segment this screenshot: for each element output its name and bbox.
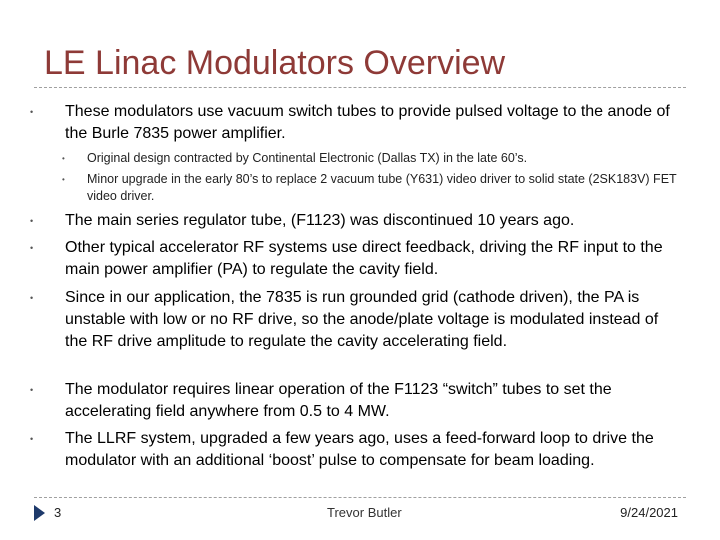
slide-arrow-icon	[34, 505, 45, 521]
bullet-marker: •	[30, 434, 34, 444]
bullet-text: Other typical accelerator RF systems use direct feedback, driving the RF input to the main power amplifier (PA) to regulate the cavity field.	[65, 239, 663, 278]
bullet-text: The main series regulator tube, (F1123) was discontinued 10 years ago.	[65, 212, 575, 229]
bullet-text: The modulator requires linear operation of the F1123 “switch” tubes to set the accelerating field anywhere from 0.5 to 4 MW.	[65, 381, 612, 420]
bullet-marker: •	[62, 154, 65, 163]
bullet-marker: •	[30, 293, 34, 303]
bullet-text: Original design contracted by Continental Electronic (Dallas TX) in the late 60’s.	[87, 151, 528, 165]
footer-divider	[34, 497, 686, 498]
bullet-text: The LLRF system, upgraded a few years ago, uses a feed-forward loop to drive the modulator with an additional ‘boost’ pulse to compensate for beam loading.	[65, 430, 654, 469]
slide-title: LE Linac Modulators Overview	[44, 44, 506, 82]
bullet-text: These modulators use vacuum switch tubes to provide pulsed voltage to the anode of the Burle 7835 power amplifier.	[65, 103, 670, 142]
page-number: 3	[54, 505, 62, 520]
bullet-text: Minor upgrade in the early 80’s to replace 2 vacuum tube (Y631) video driver to solid state (2SK183V) FET video driver.	[87, 172, 677, 203]
bullet-marker: •	[30, 385, 34, 395]
footer-date: 9/24/2021	[620, 505, 678, 520]
bullet-marker: •	[30, 216, 34, 226]
bullet-marker: •	[30, 107, 34, 117]
footer-author: Trevor Butler	[327, 505, 402, 520]
bullet-marker: •	[62, 175, 65, 184]
title-divider	[34, 87, 686, 88]
bullet-text: Since in our application, the 7835 is run grounded grid (cathode driven), the PA is unstable with low or no RF drive, so the anode/plate voltage is modulated instead of the RF drive amplitude to regulate the cavity accelerating field.	[65, 289, 659, 350]
bullet-marker: •	[30, 243, 34, 253]
